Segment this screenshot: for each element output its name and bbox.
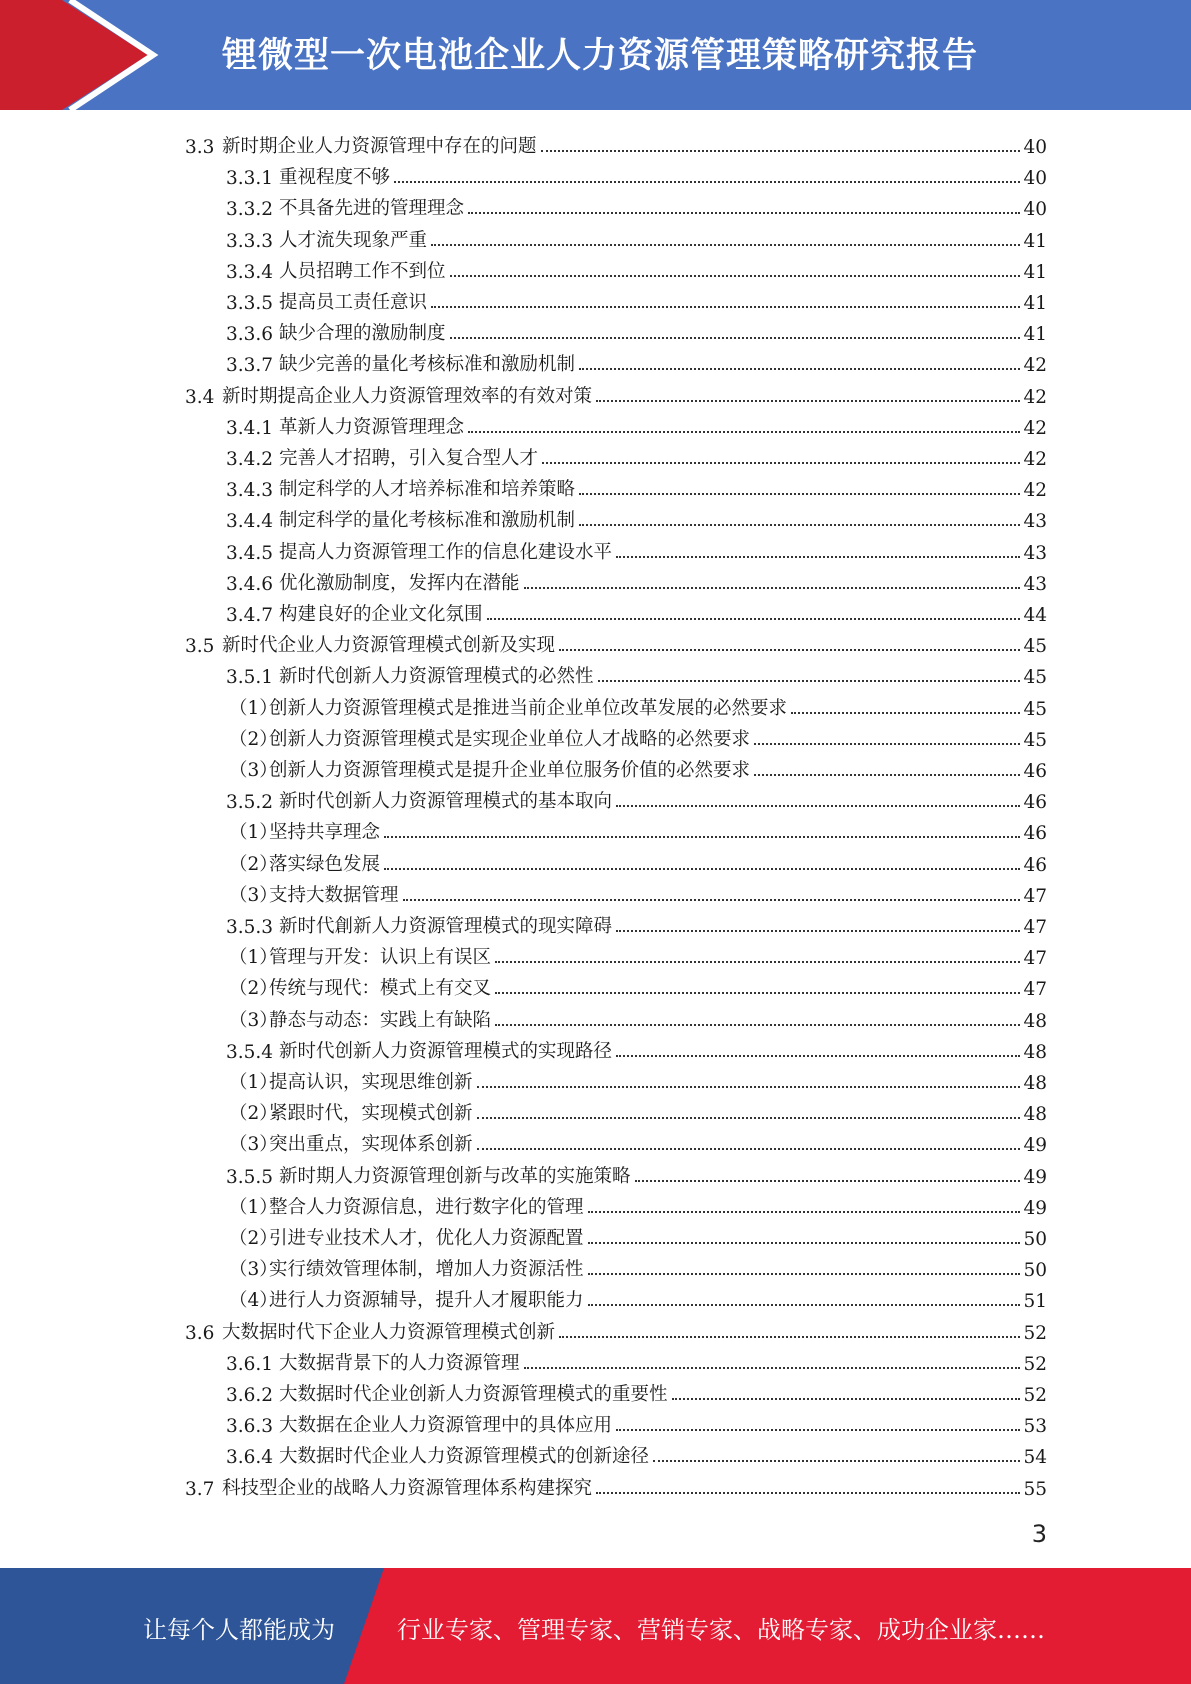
toc-leader-dots	[394, 181, 1020, 183]
toc-entry-page: 45	[1023, 729, 1047, 751]
toc-leader-dots	[384, 836, 1020, 838]
toc-entry[interactable]	[229, 1001, 1047, 1032]
toc-entry[interactable]	[226, 533, 1047, 564]
toc-entry-number: 3.5	[185, 636, 215, 658]
toc-entry-number: 3.3	[185, 137, 215, 158]
toc-entry-number: 3.6.2	[226, 1385, 274, 1406]
toc-entry-number: （3）	[229, 1259, 278, 1281]
toc-entry-page: 47	[1023, 885, 1047, 907]
toc-entry-title: 人才流失现象严重	[279, 229, 428, 251]
toc-leader-dots	[754, 743, 1020, 745]
toc-entry-page: 40	[1023, 137, 1047, 158]
toc-entry-title: 管理与开发：认识上有误区	[269, 947, 492, 969]
toc-leader-dots	[635, 1180, 1021, 1182]
toc-entry-page: 53	[1023, 1416, 1047, 1438]
toc-entry-number: （3）	[229, 1009, 278, 1031]
toc-entry-page: 43	[1023, 542, 1047, 564]
toc-leader-dots	[450, 337, 1021, 339]
toc-entry-title: 坚持共享理念	[269, 822, 381, 844]
toc-entry-page: 47	[1023, 917, 1047, 938]
toc-entry[interactable]	[226, 252, 1047, 283]
toc-entry-title: 提高认识，实现思维创新	[269, 1072, 473, 1093]
toc-leader-dots	[450, 275, 1021, 277]
toc-entry-number: （4）	[229, 1290, 278, 1312]
toc-entry-number: 3.4.6	[226, 573, 274, 595]
toc-entry-page: 42	[1023, 386, 1047, 408]
toc-entry-number: （3）	[229, 884, 278, 906]
header-banner	[0, 0, 1191, 110]
footer-banner	[0, 1568, 1191, 1684]
toc-entry[interactable]	[226, 283, 1047, 314]
toc-entry[interactable]	[229, 845, 1047, 876]
toc-leader-dots	[588, 1242, 1021, 1244]
toc-leader-dots	[541, 150, 1021, 152]
toc-entry-number: 3.5.3	[226, 917, 274, 938]
toc-entry[interactable]	[226, 189, 1047, 220]
toc-leader-dots	[596, 1492, 1020, 1494]
toc-entry-number: 3.3.7	[226, 355, 274, 377]
toc-entry-title: 重视程度不够	[279, 167, 391, 189]
toc-entry[interactable]	[229, 1219, 1047, 1250]
toc-entry[interactable]	[229, 1281, 1047, 1312]
toc-entry-title: 创新人力资源管理模式是提升企业单位服务价值的必然要求	[269, 760, 751, 781]
toc-entry-page: 42	[1023, 480, 1047, 502]
toc-entry-page: 46	[1023, 792, 1047, 814]
toc-leader-dots	[588, 1304, 1021, 1306]
toc-entry-number: 3.4.2	[226, 449, 274, 470]
toc-entry-number: （1）	[229, 947, 278, 969]
toc-entry-title: 完善人才招聘，引入复合型人才	[279, 448, 539, 469]
toc-leader-dots	[524, 587, 1021, 589]
toc-entry[interactable]	[229, 969, 1047, 1000]
toc-entry[interactable]	[226, 1375, 1047, 1406]
toc-leader-dots	[495, 1024, 1020, 1026]
toc-entry-number: 3.6.3	[226, 1416, 274, 1438]
toc-entry[interactable]	[226, 345, 1047, 376]
toc-entry-title: 大数据时代企业人力资源管理模式的创新途径	[279, 1446, 650, 1468]
toc-entry[interactable]	[226, 782, 1047, 813]
toc-entry[interactable]	[229, 1094, 1047, 1125]
footer-slogan-right: 行业专家、管理专家、营销专家、战略专家、成功企业家……	[397, 1616, 1045, 1644]
toc-entry-title: 整合人力资源信息，进行数字化的管理	[269, 1196, 584, 1218]
toc-entry-page: 40	[1023, 199, 1047, 221]
toc-entry-number: 3.4.1	[226, 417, 274, 439]
toc-entry[interactable]	[226, 158, 1047, 189]
toc-entry[interactable]	[185, 1469, 1047, 1500]
toc-entry-page: 42	[1023, 355, 1047, 377]
toc-entry-number: 3.5.1	[226, 667, 274, 689]
toc-entry[interactable]	[226, 470, 1047, 501]
toc-entry-number: （1）	[229, 697, 278, 719]
toc-entry-number: （1）	[229, 822, 278, 844]
toc-entry-number: 3.4.3	[226, 480, 274, 502]
toc-leader-dots	[616, 1055, 1020, 1057]
footer-slogan-left: 让每个人都能成为	[143, 1616, 335, 1644]
toc-entry[interactable]	[226, 657, 1047, 688]
toc-entry-title: 新时代创新人力资源管理模式的必然性	[279, 666, 594, 688]
toc-entry[interactable]	[226, 1032, 1047, 1063]
toc-entry-number: 3.7	[185, 1478, 215, 1500]
toc-entry-number: 3.3.5	[226, 293, 274, 314]
toc-entry-number: （1）	[229, 1196, 278, 1218]
toc-entry[interactable]	[226, 501, 1047, 532]
toc-leader-dots	[495, 992, 1020, 994]
toc-entry-page: 45	[1023, 667, 1047, 689]
toc-entry-page: 49	[1023, 1135, 1047, 1157]
toc-entry-title: 制定科学的人才培养标准和培养策略	[279, 479, 576, 501]
toc-entry[interactable]	[229, 1250, 1047, 1281]
toc-leader-dots	[598, 680, 1021, 682]
toc-entry-page: 52	[1023, 1322, 1047, 1344]
toc-leader-dots	[431, 244, 1020, 246]
toc-entry-title: 引进专业技术人才，优化人力资源配置	[269, 1228, 584, 1249]
toc-entry-number: 3.6	[185, 1322, 215, 1344]
toc-entry-title: 提高员工责任意识	[279, 292, 428, 313]
toc-entry-title: 制定科学的量化考核标准和激励机制	[279, 510, 576, 532]
toc-entry-title: 大数据在企业人力资源管理中的具体应用	[279, 1415, 613, 1437]
toc-entry[interactable]	[229, 689, 1047, 720]
toc-entry-title: 静态与动态：实践上有缺陷	[269, 1009, 492, 1031]
toc-entry-number: 3.6.1	[226, 1353, 274, 1375]
toc-leader-dots	[616, 805, 1020, 807]
toc-entry-title: 创新人力资源管理模式是推进当前企业单位改革发展的必然要求	[269, 697, 788, 719]
toc-entry-number: （3）	[229, 760, 278, 781]
toc-entry-page: 54	[1023, 1447, 1047, 1469]
toc-entry-number: （2）	[229, 1103, 278, 1125]
toc-entry-number: 3.5.5	[226, 1166, 274, 1188]
toc-entry-title: 不具备先进的管理理念	[279, 198, 465, 220]
toc-entry-number: （2）	[229, 853, 278, 875]
toc-entry-title: 人员招聘工作不到位	[279, 260, 446, 282]
toc-entry-page: 46	[1023, 823, 1047, 845]
toc-leader-dots	[477, 1148, 1021, 1150]
toc-leader-dots	[616, 930, 1020, 932]
toc-leader-dots	[596, 400, 1020, 402]
toc-entry[interactable]	[229, 876, 1047, 907]
toc-entry-title: 科技型企业的战略人力资源管理体系构建探究	[222, 1477, 593, 1499]
toc-entry-title: 大数据背景下的人力资源管理	[279, 1352, 520, 1374]
toc-entry-page: 40	[1023, 168, 1047, 190]
toc-entry[interactable]	[226, 1406, 1047, 1437]
toc-leader-dots	[495, 961, 1020, 963]
toc-entry[interactable]	[185, 377, 1047, 408]
toc-entry-page: 52	[1023, 1385, 1047, 1406]
toc-entry-number: 3.3.1	[226, 168, 274, 190]
toc-leader-dots	[468, 431, 1020, 433]
toc-entry-page: 47	[1023, 948, 1047, 970]
toc-leader-dots	[384, 868, 1020, 870]
toc-entry-page: 47	[1023, 979, 1047, 1001]
toc-entry[interactable]	[226, 408, 1047, 439]
toc-entry-page: 49	[1023, 1166, 1047, 1188]
toc-entry-number: （2）	[229, 728, 278, 750]
toc-entry-title: 缺少合理的激励制度	[279, 323, 446, 345]
toc-entry-number: 3.3.2	[226, 199, 274, 221]
toc-entry-number: 3.6.4	[226, 1447, 274, 1469]
toc-entry[interactable]	[185, 1313, 1047, 1344]
toc-leader-dots	[588, 1273, 1021, 1275]
toc-entry-number: 3.5.2	[226, 792, 274, 814]
toc-entry-page: 43	[1023, 511, 1047, 533]
toc-leader-dots	[487, 618, 1021, 620]
header-chevron-graphic	[0, 0, 260, 110]
toc-entry[interactable]	[226, 1344, 1047, 1375]
toc-entry[interactable]	[185, 626, 1047, 657]
toc-leader-dots	[616, 556, 1020, 558]
toc-entry-page: 41	[1023, 293, 1047, 314]
toc-entry-page: 46	[1023, 761, 1047, 782]
toc-entry-title: 大数据时代下企业人力资源管理模式创新	[222, 1321, 556, 1343]
toc-entry-title: 提高人力资源管理工作的信息化建设水平	[279, 541, 613, 563]
toc-entry-page: 52	[1023, 1353, 1047, 1375]
toc-entry-number: （2）	[229, 1228, 278, 1249]
toc-entry-page: 51	[1023, 1291, 1047, 1313]
toc-leader-dots	[431, 306, 1020, 308]
toc-entry-title: 优化激励制度，发挥内在潜能	[279, 572, 520, 594]
toc-entry[interactable]	[226, 1437, 1047, 1468]
toc-leader-dots	[672, 1398, 1021, 1400]
toc-entry-title: 进行人力资源辅导，提升人才履职能力	[269, 1290, 584, 1312]
toc-entry-page: 45	[1023, 636, 1047, 658]
toc-entry-title: 创新人力资源管理模式是实现企业单位人才战略的必然要求	[269, 728, 751, 750]
toc-leader-dots	[579, 493, 1020, 495]
toc-entry-title: 新时期企业人力资源管理中存在的问题	[222, 136, 537, 157]
toc-entry-number: 3.4.7	[226, 605, 274, 626]
toc-entry-page: 43	[1023, 573, 1047, 595]
toc-entry-number: （1）	[229, 1072, 278, 1093]
toc-entry-title: 传统与现代：模式上有交叉	[269, 978, 492, 1000]
toc-entry[interactable]	[226, 1157, 1047, 1188]
toc-entry-title: 新时代创新人力资源管理模式的实现路径	[279, 1040, 613, 1062]
toc-entry-page: 48	[1023, 1010, 1047, 1032]
toc-entry[interactable]	[226, 439, 1047, 470]
toc-leader-dots	[579, 524, 1020, 526]
toc-entry[interactable]	[226, 907, 1047, 938]
toc-leader-dots	[542, 462, 1020, 464]
toc-entry-title: 紧跟时代，实现模式创新	[269, 1103, 473, 1125]
toc-entry-number: （2）	[229, 978, 278, 1000]
toc-leader-dots	[468, 212, 1020, 214]
toc-entry-number: 3.4	[185, 386, 215, 408]
toc-entry-page: 55	[1023, 1478, 1047, 1500]
toc-leader-dots	[616, 1429, 1020, 1431]
toc-entry[interactable]	[229, 813, 1047, 844]
toc-entry[interactable]	[226, 564, 1047, 595]
header-red-chevron	[0, 0, 148, 110]
toc-leader-dots	[559, 649, 1020, 651]
toc-entry-number: 3.5.4	[226, 1041, 274, 1063]
toc-entry-page: 41	[1023, 261, 1047, 283]
toc-leader-dots	[791, 712, 1020, 714]
toc-leader-dots	[588, 1211, 1021, 1213]
toc-entry[interactable]	[185, 127, 1047, 158]
toc-entry-page: 49	[1023, 1197, 1047, 1219]
toc-entry-page: 48	[1023, 1041, 1047, 1063]
page-number: 3	[1031, 1520, 1047, 1548]
toc-entry-title: 革新人力资源管理理念	[279, 416, 465, 438]
toc-entry-title: 大数据时代企业创新人力资源管理模式的重要性	[279, 1384, 668, 1405]
toc-entry-title: 构建良好的企业文化氛围	[279, 604, 483, 625]
toc-entry-title: 新时代创新人力资源管理模式的基本取向	[279, 791, 613, 813]
toc-entry-page: 42	[1023, 417, 1047, 439]
toc-entry[interactable]	[229, 1125, 1047, 1156]
toc-entry[interactable]	[229, 751, 1047, 782]
report-title: 锂微型一次电池企业人力资源管理策略研究报告	[222, 36, 979, 76]
toc-entry-number: 3.3.4	[226, 261, 274, 283]
toc-entry-page: 50	[1023, 1229, 1047, 1250]
toc-entry-title: 新时期提高企业人力资源管理效率的有效对策	[222, 385, 593, 407]
toc-entry-title: 缺少完善的量化考核标准和激励机制	[279, 354, 576, 376]
toc-entry-title: 新时代創新人力资源管理模式的现实障碍	[279, 916, 613, 937]
toc-entry[interactable]	[226, 314, 1047, 345]
toc-entry-title: 突出重点，实现体系创新	[269, 1134, 473, 1156]
toc-entry-page: 44	[1023, 605, 1047, 626]
toc-entry-page: 48	[1023, 1073, 1047, 1094]
toc-entry-page: 42	[1023, 449, 1047, 470]
toc-entry-title: 实行绩效管理体制，增加人力资源活性	[269, 1259, 584, 1281]
toc-entry-number: 3.3.6	[226, 324, 274, 346]
toc-entry[interactable]	[229, 938, 1047, 969]
toc-entry-page: 46	[1023, 854, 1047, 876]
toc-leader-dots	[403, 899, 1021, 901]
toc-entry-title: 落实绿色发展	[269, 853, 381, 875]
toc-entry[interactable]	[226, 221, 1047, 252]
toc-entry-title: 支持大数据管理	[269, 884, 399, 906]
toc-entry-page: 50	[1023, 1260, 1047, 1282]
toc-entry[interactable]	[226, 595, 1047, 626]
toc-leader-dots	[477, 1086, 1021, 1088]
toc-leader-dots	[477, 1117, 1021, 1119]
toc-leader-dots	[559, 1336, 1020, 1338]
toc-entry[interactable]	[229, 720, 1047, 751]
toc-entry-number: （3）	[229, 1134, 278, 1156]
toc-entry[interactable]	[229, 1188, 1047, 1219]
toc-entry-number: 3.4.4	[226, 511, 274, 533]
toc-leader-dots	[754, 774, 1020, 776]
toc-leader-dots	[653, 1460, 1020, 1462]
toc-entry[interactable]	[229, 1063, 1047, 1094]
toc-entry-page: 41	[1023, 230, 1047, 252]
toc-entry-number: 3.4.5	[226, 542, 274, 564]
toc-entry-title: 新时期人力资源管理创新与改革的实施策略	[279, 1165, 631, 1187]
toc-entry-number: 3.3.3	[226, 230, 274, 252]
toc-entry-page: 45	[1023, 698, 1047, 720]
toc-leader-dots	[524, 1367, 1021, 1369]
toc-entry-page: 48	[1023, 1104, 1047, 1126]
toc-leader-dots	[579, 368, 1020, 370]
toc-entry-title: 新时代企业人力资源管理模式创新及实现	[222, 635, 556, 657]
toc-entry-page: 41	[1023, 324, 1047, 346]
